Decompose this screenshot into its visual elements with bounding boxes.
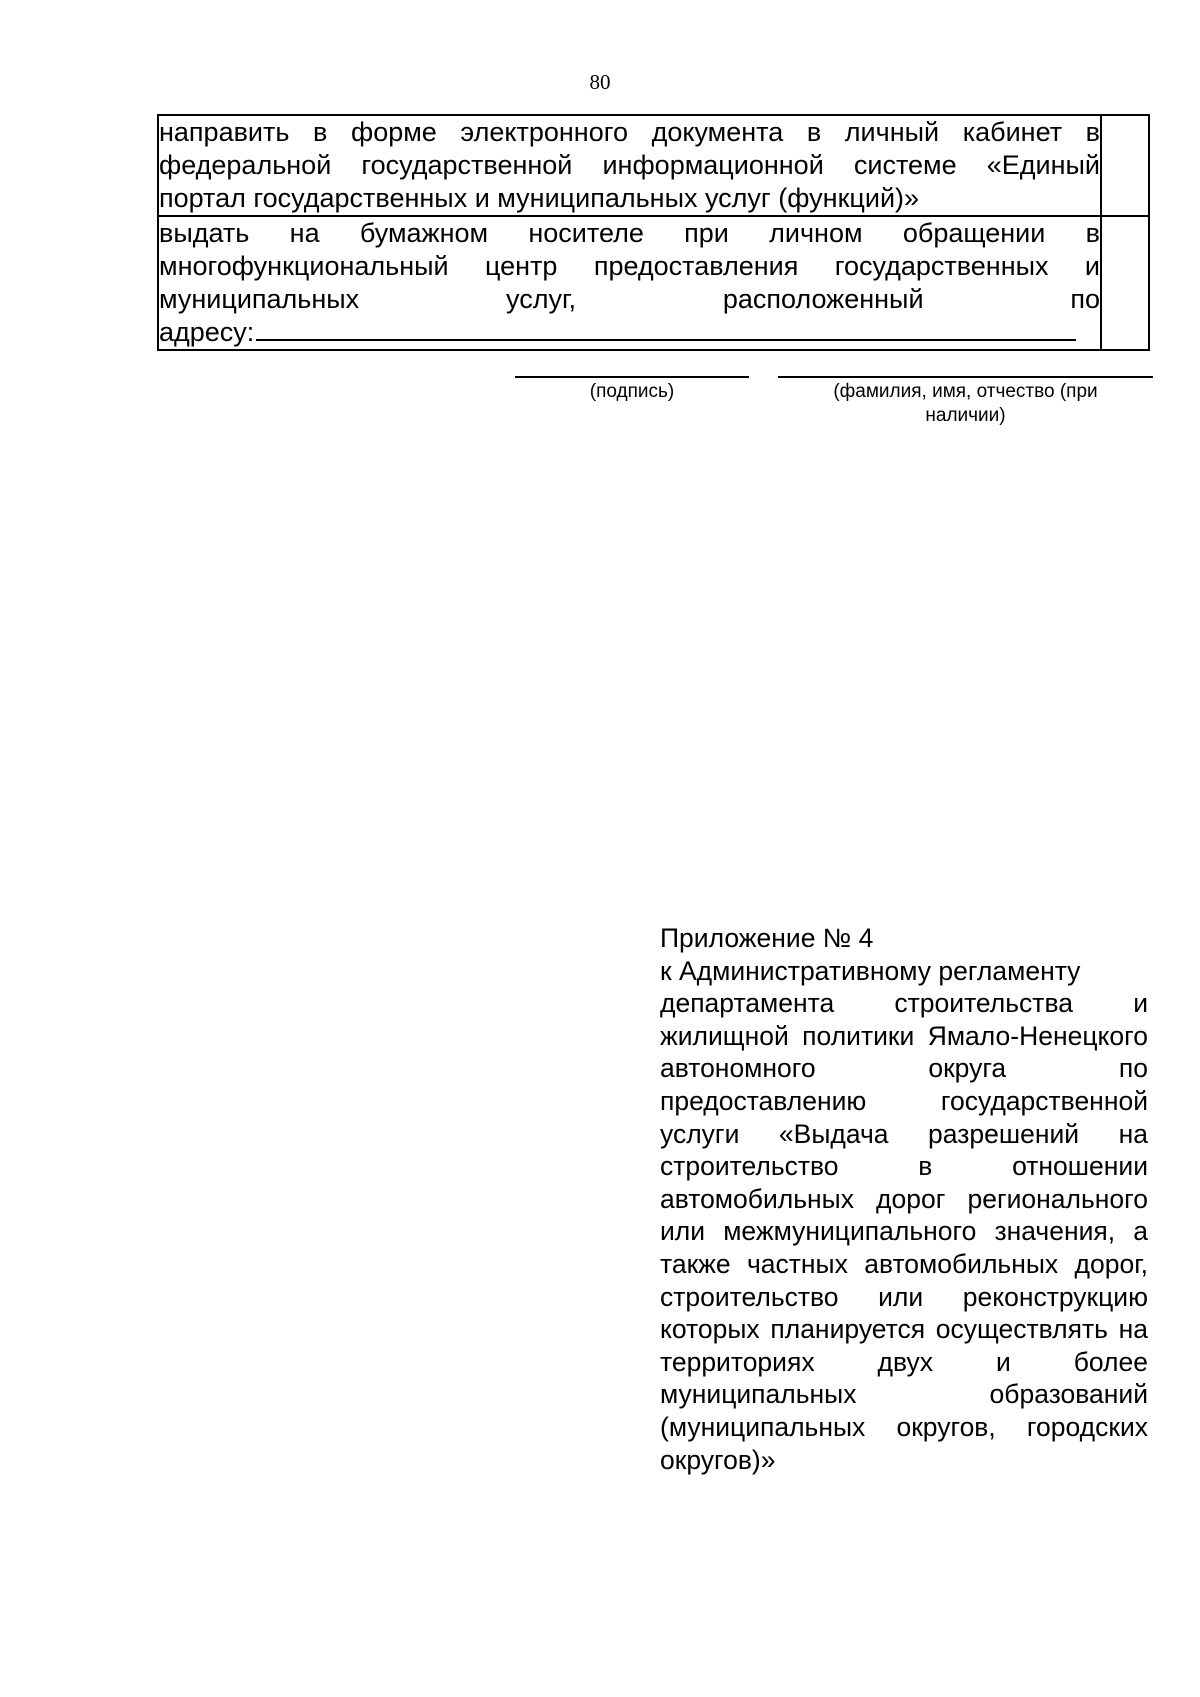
annex-title: Приложение № 4 (660, 923, 874, 953)
annex-subtitle: к Административному регламенту (660, 955, 1081, 986)
table-row (158, 115, 1149, 216)
annex-heading (660, 922, 1148, 1476)
signature-line[interactable] (515, 376, 749, 378)
table-row (158, 216, 1149, 350)
full-name-line[interactable] (778, 376, 1153, 378)
address-input-line[interactable] (256, 339, 1076, 341)
option-electronic-checkbox[interactable] (1101, 115, 1149, 216)
address-line (159, 316, 1100, 349)
option-paper-cell (158, 216, 1101, 350)
option-electronic-text: направить в форме электронного документа в личный кабинет в федеральной государственной информационной системе «Единый портал государственных и муниципальных услуг (функций)» (158, 115, 1101, 216)
delivery-options-table (157, 114, 1150, 351)
annex-body: департамента строительства и жилищной политики Ямало-Ненецкого автономного округа по предоставлению государственной услуги «Выдача разрешений на строительство в отношении автомобильных дорог регионального или межмуниципального значения, а также частных автомобильных дорог, строительство или реконструкцию которых планируется осуществлять на территориях двух и более муниципальных образований (муниципальных округов, городских округов)» (660, 988, 1148, 1475)
address-label: адресу: (159, 317, 255, 347)
signature-block (515, 376, 749, 404)
full-name-block (778, 376, 1153, 428)
page-number: 80 (589, 70, 611, 94)
option-paper-text: выдать на бумажном носителе при личном обращении в многофункциональный центр предоставления государственных и муниципальных услуг, расположенный по (159, 218, 1100, 314)
signature-caption: (подпись) (589, 381, 675, 402)
full-name-caption: (фамилия, имя, отчество (при наличии) (833, 381, 1098, 426)
option-paper-checkbox[interactable] (1101, 216, 1149, 350)
